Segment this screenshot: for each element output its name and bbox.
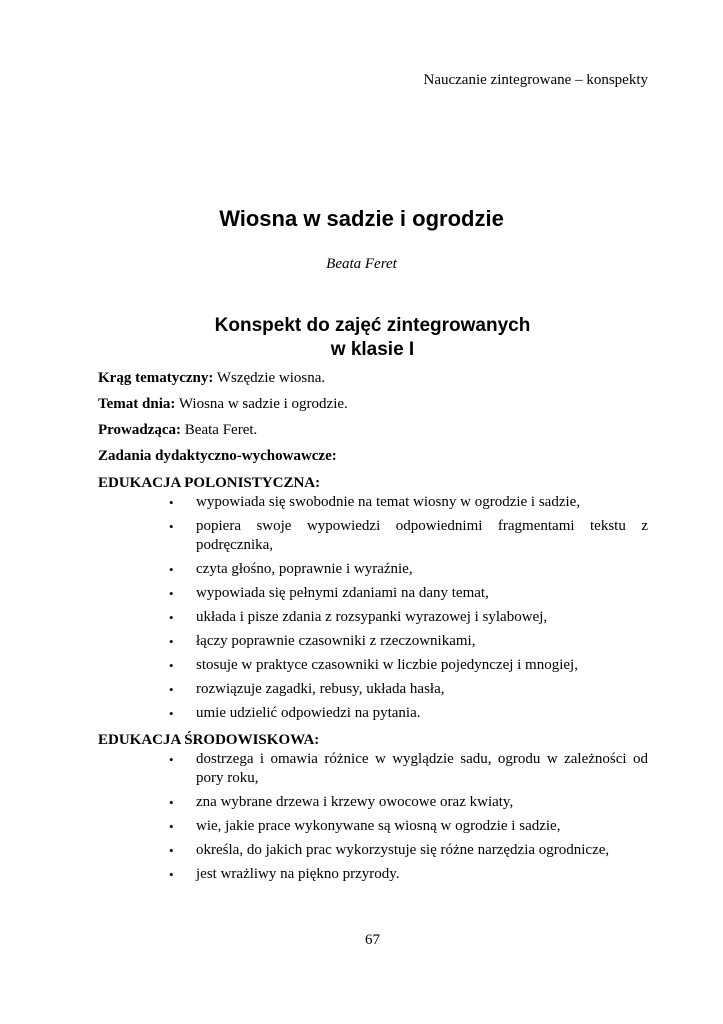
bullet-icon: •	[169, 706, 174, 721]
list-item-text: dostrzega i omawia różnice w wyglądzie sadu, ogrodu w zależności od pory roku,	[196, 751, 648, 786]
list-item-text: czyta głośno, poprawnie i wyraźnie,	[196, 561, 413, 577]
bullet-icon: •	[169, 867, 174, 882]
meta-krag-label: Krąg tematyczny:	[98, 370, 214, 386]
list-item	[169, 865, 648, 884]
bullet-icon: •	[169, 658, 174, 673]
meta-zadania-label: Zadania dydaktyczno-wychowawcze:	[98, 448, 337, 464]
list-item	[169, 680, 648, 699]
list-item	[169, 704, 648, 723]
document-body	[98, 369, 648, 889]
list-item	[169, 656, 648, 675]
author-name: Beata Feret	[326, 256, 397, 272]
list-item	[169, 632, 648, 651]
list-item	[169, 493, 648, 512]
list-item-text: jest wrażliwy na piękno przyrody.	[196, 866, 400, 882]
list-item	[169, 817, 648, 836]
bullet-list-polonistyczna	[98, 493, 648, 723]
document-subtitle	[0, 314, 723, 362]
list-item-text: łączy poprawnie czasowniki z rzeczownikami,	[196, 633, 476, 649]
running-header: Nauczanie zintegrowane – konspekty	[423, 72, 648, 88]
section-heading-polonistyczna: EDUKACJA POLONISTYCZNA:	[98, 475, 321, 491]
bullet-icon: •	[169, 495, 174, 510]
document-title: Wiosna w sadzie i ogrodzie	[219, 206, 504, 231]
page-number: 67	[365, 932, 380, 948]
bullet-icon: •	[169, 752, 174, 767]
list-item	[169, 793, 648, 812]
list-item-text: zna wybrane drzewa i krzewy owocowe oraz kwiaty,	[196, 794, 514, 810]
bullet-icon: •	[169, 843, 174, 858]
meta-temat-value: Wiosna w sadzie i ogrodzie.	[175, 396, 348, 412]
subtitle-line-2: w klasie I	[330, 339, 415, 360]
list-item-text: stosuje w praktyce czasowniki w liczbie pojedynczej i mnogiej,	[196, 657, 578, 673]
meta-prowadzaca-value: Beata Feret.	[181, 422, 258, 438]
meta-zadania	[98, 447, 648, 466]
list-item-text: określa, do jakich prac wykorzystuje się różne narzędzia ogrodnicze,	[196, 842, 610, 858]
list-item-text: wypowiada się pełnymi zdaniami na dany temat,	[196, 585, 489, 601]
meta-temat	[98, 395, 648, 414]
bullet-icon: •	[169, 586, 174, 601]
list-item	[169, 608, 648, 627]
meta-prowadzaca	[98, 421, 648, 440]
bullet-icon: •	[169, 562, 174, 577]
list-item-text: układa i pisze zdania z rozsypanki wyrazowej i sylabowej,	[196, 609, 548, 625]
list-item-text: wie, jakie prace wykonywane są wiosną w ogrodzie i sadzie,	[196, 818, 561, 834]
bullet-icon: •	[169, 610, 174, 625]
subtitle-line-1: Konspekt do zajęć zintegrowanych	[214, 315, 531, 336]
list-item-text: umie udzielić odpowiedzi na pytania.	[196, 705, 421, 721]
list-item-text: popiera swoje wypowiedzi odpowiednimi fragmentami tekstu z podręcznika,	[196, 518, 648, 553]
bullet-icon: •	[169, 819, 174, 834]
bullet-icon: •	[169, 634, 174, 649]
list-item	[169, 584, 648, 603]
list-item	[169, 750, 648, 788]
list-item-text: rozwiązuje zagadki, rebusy, układa hasła,	[196, 681, 445, 697]
bullet-list-srodowiskowa	[98, 750, 648, 884]
list-item-text: wypowiada się swobodnie na temat wiosny w ogrodzie i sadzie,	[196, 494, 581, 510]
bullet-icon: •	[169, 795, 174, 810]
list-item	[169, 560, 648, 579]
meta-krag-value: Wszędzie wiosna.	[213, 370, 326, 386]
bullet-icon: •	[169, 519, 174, 534]
meta-krag	[98, 369, 648, 388]
bullet-icon: •	[169, 682, 174, 697]
meta-prowadzaca-label: Prowadząca:	[98, 422, 182, 438]
meta-temat-label: Temat dnia:	[98, 396, 176, 412]
list-item	[169, 841, 648, 860]
list-item	[169, 517, 648, 555]
section-heading-srodowiskowa: EDUKACJA ŚRODOWISKOWA:	[98, 732, 320, 748]
